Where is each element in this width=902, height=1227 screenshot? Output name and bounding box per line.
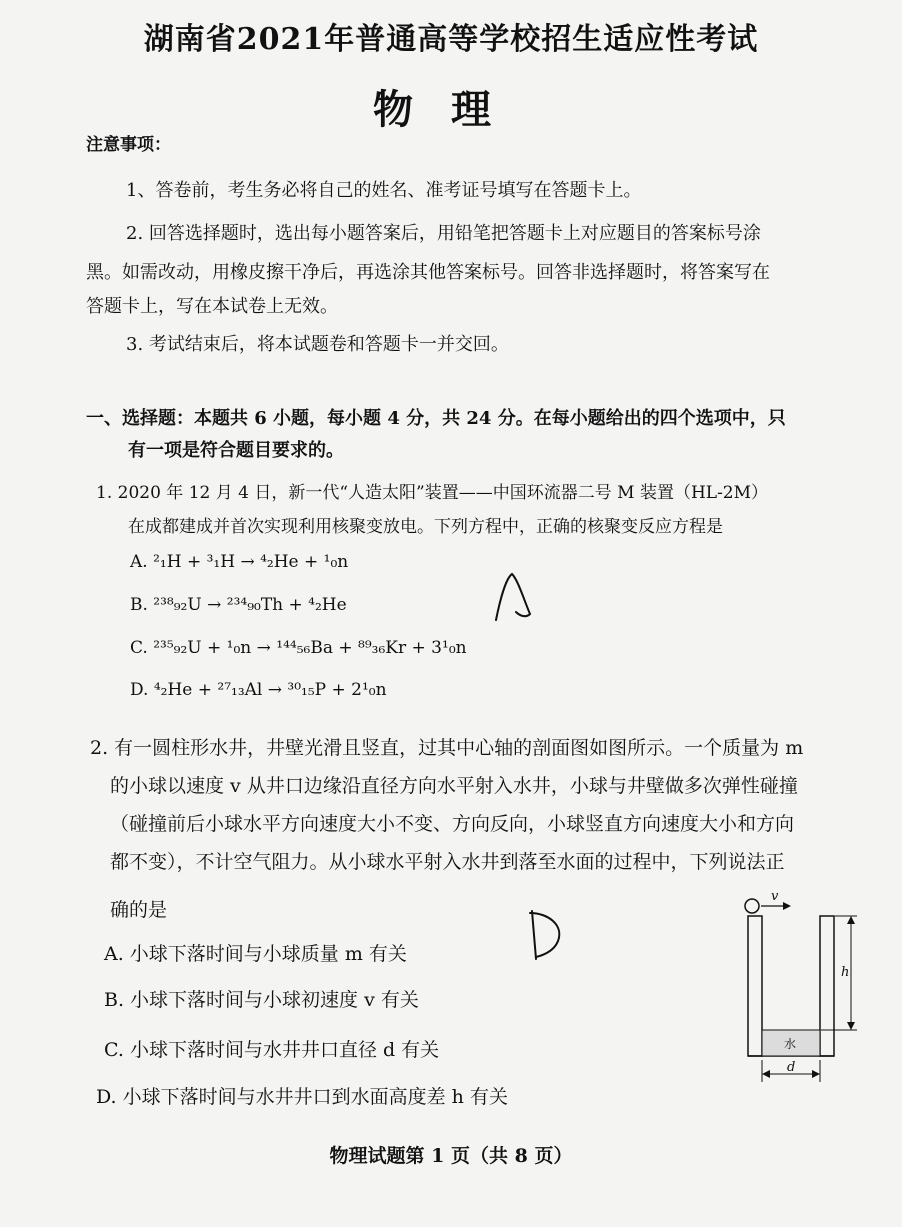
figure-label-d: d [787,1060,796,1075]
handwritten-answer-a [490,570,540,625]
exam-title: 湖南省2021年普通高等学校招生适应性考试 [143,22,759,57]
question-2-stem: 2. 有一圆柱形水井，井壁光滑且竖直，过其中心轴的剖面图如图所示。一个质量为 m [90,737,804,759]
question-2-option-d: D. 小球下落时间与水井井口到水面高度差 h 有关 [96,1086,508,1108]
note-line-4: 答题卡上，写在本试卷上无效。 [86,296,338,317]
question-1-option-c: C. ²³⁵₉₂U + ¹₀n → ¹⁴⁴₅₆Ba + ⁸⁹₃₆Kr + 3¹₀n [130,638,467,658]
note-line-2: 2. 回答选择题时，选出每小题答案后，用铅笔把答题卡上对应题目的答案标号涂 [126,223,761,244]
question-2-stem-cont-2: （碰撞前后小球水平方向速度大小不变、方向反向，小球竖直方向速度大小和方向 [110,813,795,835]
question-2-stem-cont-1: 的小球以速度 v 从井口边缘沿直径方向水平射入水井，小球与井壁做多次弹性碰撞 [110,775,798,797]
question-2-stem-cont-4: 确的是 [110,899,168,921]
question-1-stem-cont: 在成都建成并首次实现利用核聚变放电。下列方程中，正确的核聚变反应方程是 [128,517,723,537]
figure-label-h: h [841,965,850,980]
question-1-option-d: D. ⁴₂He + ²⁷₁₃Al → ³⁰₁₅P + 2¹₀n [130,680,387,700]
figure-label-water: 水 [784,1037,797,1051]
question-1-option-b: B. ²³⁸₉₂U → ²³⁴₉₀Th + ⁴₂He [130,595,347,615]
question-1-option-a: A. ²₁H + ³₁H → ⁴₂He + ¹₀n [130,552,349,572]
question-2-option-c: C. 小球下落时间与水井井口直径 d 有关 [104,1039,440,1061]
note-line-1: 1、答卷前，考生务必将自己的姓名、准考证号填写在答题卡上。 [126,180,642,201]
well-wall-right [820,916,834,1056]
page-footer: 物理试题第 1 页（共 8 页） [329,1145,573,1167]
question-2-option-a: A. 小球下落时间与小球质量 m 有关 [104,943,407,965]
ball-icon [745,899,759,913]
section-heading: 一、选择题：本题共 6 小题，每小题 4 分，共 24 分。在每小题给出的四个选项中，只 [86,408,786,429]
figure-label-v: v [771,890,779,904]
well-wall-left [748,916,762,1056]
subject-title: 物理 [373,86,529,133]
question-2-stem-cont-3: 都不变），不计空气阻力。从小球水平射入水井到落至水面的过程中，下列说法正 [110,851,785,873]
note-line-3: 黑。如需改动，用橡皮擦干净后，再选涂其他答案标号。回答非选择题时，将答案写在 [86,262,770,283]
note-line-5: 3. 考试结束后，将本试题卷和答题卡一并交回。 [126,334,509,355]
notes-heading: 注意事项： [86,135,171,155]
handwritten-answer-d [520,905,570,965]
question-2-option-b: B. 小球下落时间与小球初速度 v 有关 [104,989,419,1011]
section-heading-cont: 有一项是符合题目要求的。 [128,440,344,461]
question-1-stem: 1. 2020 年 12 月 4 日，新一代“人造太阳”装置——中国环流器二号 M 装置（HL-2M） [96,483,769,503]
well-figure [735,890,870,1090]
